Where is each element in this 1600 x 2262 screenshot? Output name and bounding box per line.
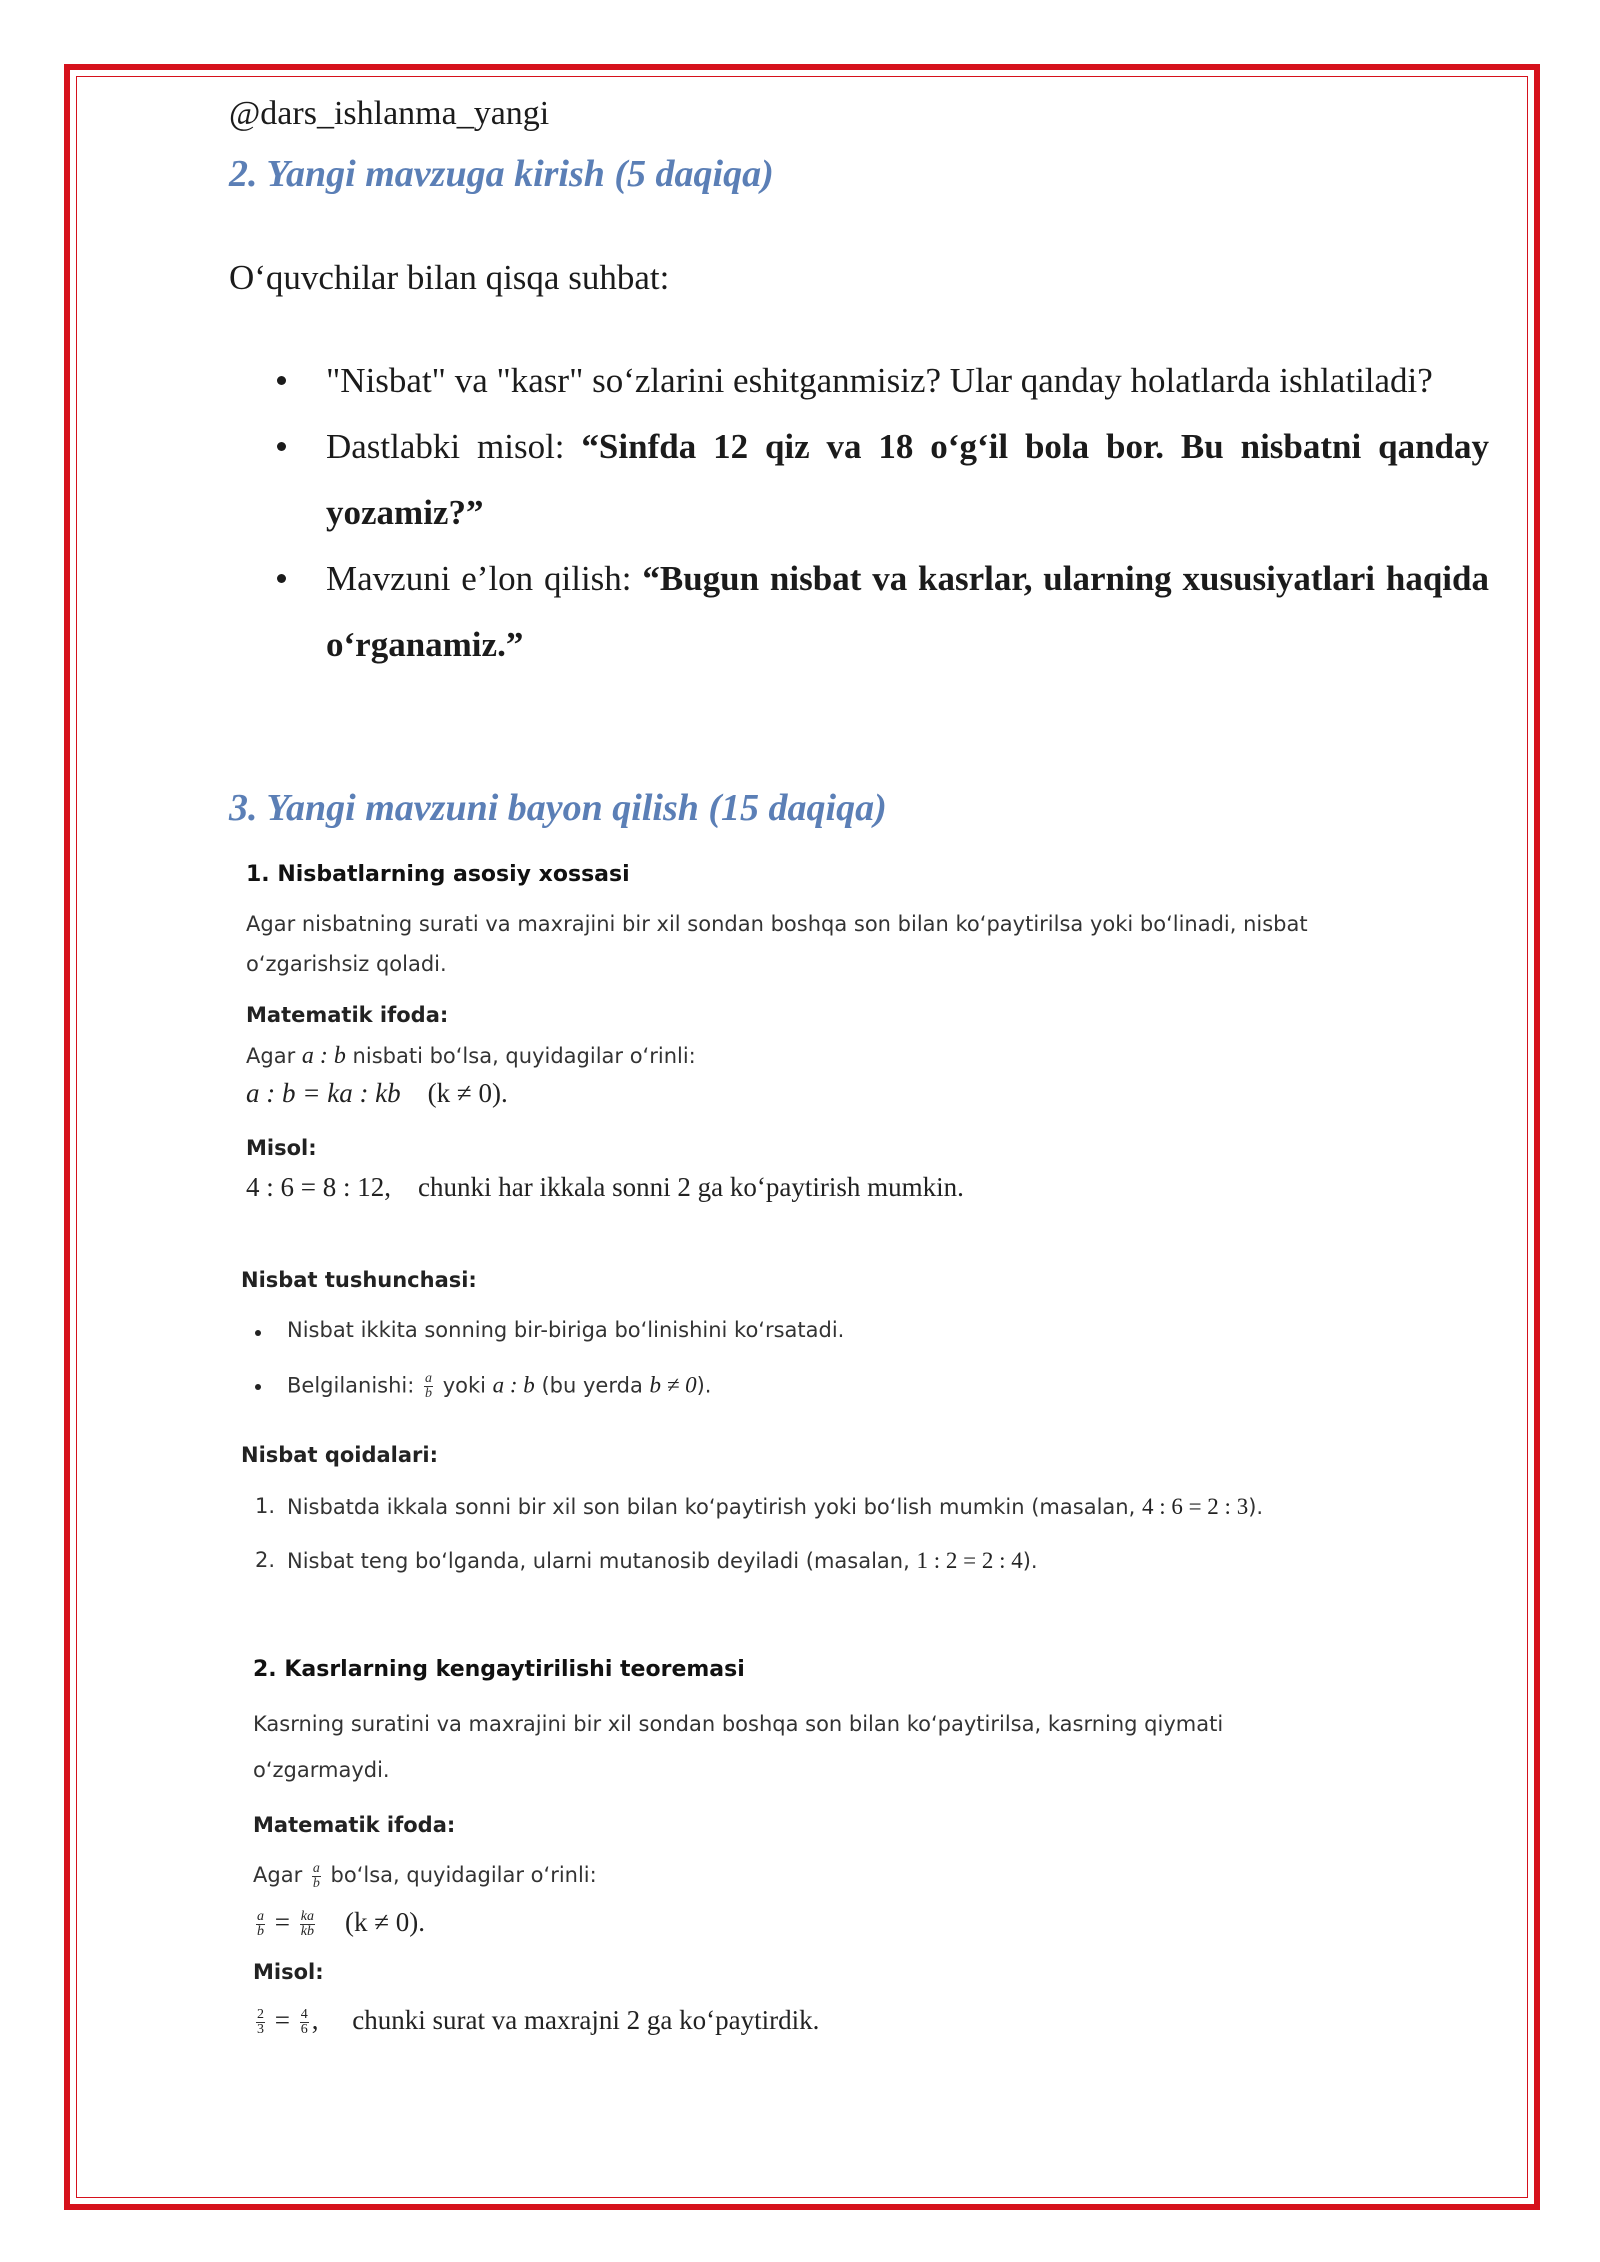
- part1-formula: [246, 1078, 508, 1109]
- part1-para-line1: Agar nisbatning surati va maxrajini bir xil sondan boshqa son bilan ko‘paytirilsa yoki bo‘linadi, nisbat: [246, 912, 1308, 936]
- part2-formula: [253, 1900, 425, 1944]
- bullet-item: [229, 546, 1489, 678]
- section2-bullet-list: [229, 348, 1489, 678]
- bullet-dot: [255, 1330, 261, 1336]
- concept-list: [241, 1318, 1441, 1401]
- list-item-text: Belgilanishi:: [287, 1373, 422, 1398]
- example-expression: 4 : 6 = 8 : 12,: [246, 1172, 391, 1202]
- math-variable: a : b: [492, 1372, 535, 1398]
- fraction-denominator: b: [312, 1875, 320, 1891]
- bullet-item: [229, 348, 1489, 414]
- fraction-numerator: ka: [300, 1909, 314, 1925]
- bullet-dot: [277, 574, 286, 583]
- part2-title: 2. Kasrlarning kengaytirilishi teoremasi: [253, 1657, 745, 1682]
- fraction: [312, 1862, 321, 1891]
- example-text: chunki har ikkala sonni 2 ga ko‘paytirish mumkin.: [417, 1172, 964, 1202]
- bullet-bold-text: “Bugun nisbat va kasrlar, ularning xususiyatlari haqida o‘rganamiz.”: [326, 559, 1489, 664]
- list-number: 1.: [255, 1494, 276, 1518]
- fraction-numerator: a: [312, 1860, 320, 1876]
- part2-math-intro: [253, 1853, 597, 1897]
- part2-example: [253, 1998, 819, 2042]
- math-intro-text: Agar: [246, 1044, 302, 1068]
- math-intro-text: bo‘lsa, quyidagilar o‘rinli:: [323, 1863, 597, 1887]
- part1-title: 1. Nisbatlarning asosiy xossasi: [246, 862, 630, 887]
- list-item-text: Nisbat ikkita sonning bir-biriga bo‘linishini ko‘rsatadi.: [287, 1318, 845, 1342]
- fraction: [300, 2008, 309, 2037]
- part2-example-label: Misol:: [253, 1960, 324, 1984]
- fraction-numerator: 4: [300, 2007, 308, 2023]
- bullet-item: [229, 414, 1489, 546]
- bullet-dot: [277, 442, 286, 451]
- bullet-text: "Nisbat" va "kasr" so‘zlarini eshitganmisiz? Ular qanday holatlarda ishlatiladi?: [326, 361, 1433, 400]
- list-item: [241, 1548, 1501, 1574]
- math-intro-text: nisbati bo‘lsa, quyidagilar o‘rinli:: [345, 1044, 696, 1068]
- part1-math-intro: [246, 1036, 696, 1076]
- formula-expression: a : b = ka : kb: [246, 1078, 401, 1108]
- fraction-denominator: 3: [257, 2022, 264, 2038]
- part1-para-line2: o‘zgarishsiz qoladi.: [246, 952, 447, 976]
- part1-example: [246, 1172, 964, 1203]
- fraction-denominator: b: [257, 1924, 264, 1940]
- equals-sign: =: [274, 1907, 290, 1937]
- part2-math-label: Matematik ifoda:: [253, 1813, 456, 1837]
- fraction: [300, 1910, 315, 1939]
- formula-condition: (k ≠ 0).: [344, 1907, 426, 1937]
- fraction: [256, 2008, 265, 2037]
- formula-condition: (k ≠ 0).: [427, 1078, 508, 1108]
- list-item-text: ).: [1022, 1549, 1038, 1573]
- fraction-numerator: a: [257, 1909, 264, 1925]
- fraction-denominator: 6: [300, 2022, 308, 2038]
- concept-title: Nisbat tushunchasi:: [241, 1268, 477, 1292]
- list-item-text: (bu yerda: [534, 1373, 650, 1398]
- section3-heading: 3. Yangi mavzuni bayon qilish (15 daqiqa): [229, 787, 887, 829]
- example-text: chunki surat va maxrajni 2 ga ko‘paytirdik.: [352, 2005, 820, 2035]
- rules-title: Nisbat qoidalari:: [241, 1443, 439, 1467]
- list-item: [241, 1494, 1501, 1548]
- channel-handle: @dars_ishlanma_yangi: [229, 95, 550, 132]
- math-variable: a : b: [301, 1043, 346, 1069]
- list-item-text: yoki: [436, 1373, 493, 1398]
- part2-para-line1: Kasrning suratini va maxrajini bir xil sondan boshqa son bilan ko‘paytirilsa, kasrning qiymati: [253, 1712, 1224, 1736]
- list-item-text: Nisbat teng bo‘lganda, ularni mutanosib deyiladi (masalan,: [287, 1549, 917, 1573]
- equals-sign: =: [274, 2005, 290, 2035]
- bullet-text: Dastlabki misol:: [326, 427, 582, 466]
- bullet-bold-text: “Sinfda 12 qiz va 18 o‘g‘il bola bor. Bu nisbatni qanday yozamiz?”: [326, 427, 1490, 532]
- list-item-text: ).: [1248, 1495, 1264, 1519]
- math-expression: 1 : 2 = 2 : 4: [916, 1548, 1023, 1573]
- fraction: [256, 1910, 265, 1939]
- math-intro-text: Agar: [253, 1863, 309, 1887]
- fraction: [424, 1372, 433, 1401]
- list-number: 2.: [255, 1548, 276, 1572]
- math-expression: 4 : 6 = 2 : 3: [1141, 1494, 1249, 1519]
- rules-list: [241, 1494, 1501, 1574]
- section2-heading: 2. Yangi mavzuga kirish (5 daqiqa): [229, 153, 774, 195]
- bullet-text: Mavzuni e’lon qilish:: [326, 559, 643, 598]
- list-item: [241, 1372, 1441, 1401]
- bullet-dot: [277, 376, 286, 385]
- list-item: [241, 1318, 1441, 1372]
- fraction-denominator: b: [425, 1386, 433, 1401]
- part2-para-line2: o‘zgarmaydi.: [253, 1758, 390, 1782]
- section2-intro: O‘quvchilar bilan qisqa suhbat:: [229, 258, 670, 297]
- list-item-text: Nisbatda ikkala sonni bir xil son bilan ko‘paytirish yoki bo‘lish mumkin (masalan,: [287, 1495, 1142, 1519]
- fraction-denominator: kb: [300, 1924, 314, 1940]
- part1-math-label: Matematik ifoda:: [246, 1003, 449, 1027]
- fraction-numerator: 2: [257, 2007, 264, 2023]
- comma: ,: [311, 2005, 319, 2035]
- bullet-dot: [255, 1384, 261, 1390]
- list-item-text: ).: [696, 1373, 712, 1398]
- part1-example-label: Misol:: [246, 1136, 317, 1160]
- math-condition: b ≠ 0: [649, 1372, 697, 1398]
- fraction-numerator: a: [425, 1371, 433, 1386]
